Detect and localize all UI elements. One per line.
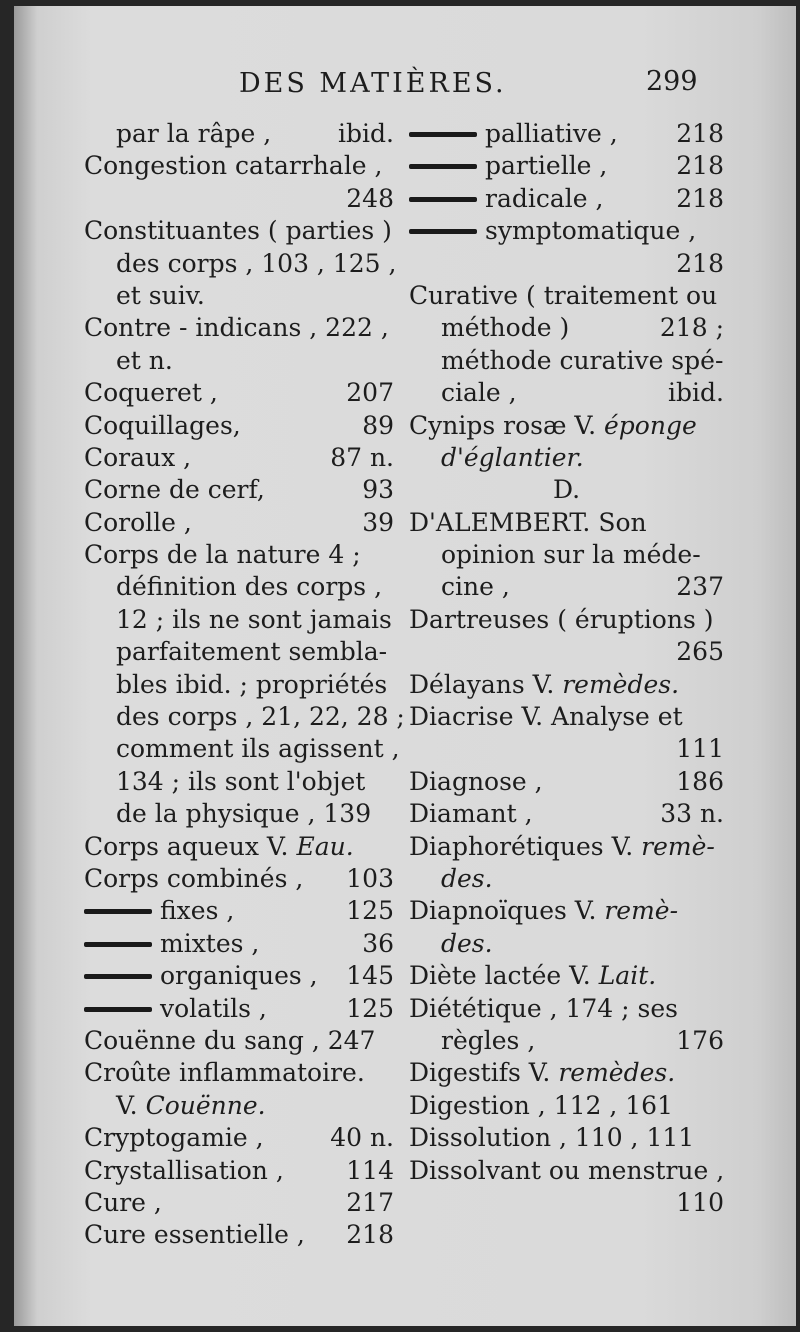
entry-term: Diapnoïques V. remè- — [409, 896, 679, 926]
index-entry — [409, 895, 724, 927]
index-entry — [84, 798, 394, 830]
entry-term: définition des corps , — [116, 572, 383, 602]
entry-reference: remè- — [633, 831, 715, 861]
index-entry — [84, 1090, 394, 1122]
entry-page: 111 — [676, 734, 724, 764]
entry-term: Dartreuses ( éruptions ) — [409, 604, 714, 634]
index-entry — [84, 831, 394, 863]
entry-term: Digestion , 112 , 161 — [409, 1090, 673, 1120]
index-entry — [409, 1155, 724, 1187]
entry-page: 218 — [676, 119, 724, 148]
index-entry — [84, 604, 394, 636]
entry-term: Curative ( traitement ou — [409, 280, 718, 310]
index-entry — [84, 571, 394, 603]
entry-term: Cure essentielle , — [84, 1220, 305, 1250]
entry-term — [441, 928, 493, 960]
entry-term: Coquillages, — [84, 410, 241, 440]
entry-term: des corps , 21, 22, 28 ; — [116, 702, 405, 732]
index-entry — [84, 766, 394, 798]
entry-term: parfaitement sembla- — [116, 637, 388, 667]
index-entry — [84, 1057, 394, 1089]
index-entry — [84, 636, 394, 668]
index-column-left — [84, 118, 405, 1252]
entry-reference: d'églantier. — [441, 442, 584, 472]
index-entry — [84, 507, 394, 539]
entry-term: Corps de la nature 4 ; — [84, 540, 361, 570]
page-number: 299 — [646, 66, 698, 97]
entry-term: Congestion catarrhale , — [84, 151, 383, 181]
ditto-dash — [409, 197, 477, 202]
entry-term: Diagnose , — [409, 766, 543, 796]
index-entry — [409, 442, 724, 474]
index-entry — [84, 1155, 394, 1187]
entry-reference: Lait. — [590, 961, 657, 991]
index-entry — [409, 1025, 724, 1057]
index-entry — [84, 669, 394, 701]
index-entry — [409, 928, 724, 960]
index-entry — [409, 1090, 724, 1122]
entry-term: Croûte inflammatoire. — [84, 1058, 365, 1088]
index-entry — [84, 215, 394, 247]
entry-term: Corne de cerf, — [84, 475, 265, 505]
index-entry — [84, 474, 394, 506]
index-entry — [84, 863, 394, 895]
index-entry — [409, 669, 724, 701]
entry-term: règles , — [441, 1025, 536, 1055]
entry-term: cine , — [441, 572, 510, 602]
entry-term: symptomatique , — [485, 216, 697, 246]
entry-term: Diamant , — [409, 799, 533, 829]
index-entry — [409, 539, 724, 571]
index-entry — [409, 993, 724, 1025]
entry-term: Diaphorétiques V. remè- — [409, 831, 715, 861]
index-entry — [84, 280, 394, 312]
index-entry — [84, 539, 394, 571]
entry-page: 87 n. — [330, 442, 394, 472]
entry-term: Cure , — [84, 1187, 162, 1217]
entry-term: V. Couënne. — [116, 1090, 266, 1120]
entry-term: Crystallisation , — [84, 1155, 284, 1185]
entry-term: Diète lactée V. Lait. — [409, 961, 657, 991]
entry-term: bles ibid. ; propriétés — [116, 669, 388, 699]
entry-page: 103 — [346, 863, 394, 893]
entry-term: comment ils agissent , — [116, 734, 400, 764]
index-entry — [409, 1057, 724, 1089]
index-entry — [84, 150, 394, 182]
entry-term: Corps aqueux V. Eau. — [84, 831, 354, 861]
entry-term: Couënne du sang , 247 — [84, 1025, 376, 1055]
entry-reference: des. — [441, 928, 493, 958]
entry-term: radicale , — [485, 183, 604, 213]
entry-page: 114 — [346, 1155, 394, 1185]
entry-term: partielle , — [485, 151, 608, 181]
index-column-right — [409, 118, 724, 1219]
entry-term: Dissolvant ou menstrue , — [409, 1155, 725, 1185]
index-entry — [84, 1025, 394, 1057]
entry-term: méthode curative spé- — [441, 345, 724, 375]
index-entry — [84, 410, 394, 442]
index-entry — [84, 345, 394, 377]
running-header — [14, 64, 796, 104]
running-title: DES MATIÈRES. — [239, 68, 507, 99]
entry-page: 217 — [346, 1187, 394, 1217]
entry-term: et n. — [116, 345, 173, 375]
entry-page: 36 — [362, 928, 394, 958]
index-entry — [84, 1122, 394, 1154]
entry-term — [441, 442, 584, 474]
entry-reference: remè- — [596, 896, 679, 926]
entry-page: 93 — [362, 475, 394, 505]
entry-reference: remèdes. — [550, 1058, 676, 1088]
entry-page: 237 — [676, 572, 724, 602]
index-entry — [409, 960, 724, 992]
index-entry — [84, 442, 394, 474]
index-entry — [409, 118, 724, 150]
entry-reference: Eau. — [288, 831, 354, 861]
ditto-dash — [409, 164, 477, 169]
entry-term: Diététique , 174 ; ses — [409, 993, 678, 1023]
entry-term: Dissolution , 110 , 111 — [409, 1123, 695, 1153]
index-entry — [84, 733, 400, 765]
entry-term: palliative , — [485, 119, 618, 148]
index-entry — [409, 863, 724, 895]
book-page — [14, 6, 796, 1326]
index-entry — [409, 766, 724, 798]
ditto-dash — [409, 229, 477, 234]
entry-reference: Couënne. — [137, 1090, 266, 1120]
entry-term: mixtes , — [160, 928, 260, 958]
entry-term: par la râpe , — [116, 119, 272, 148]
entry-term: Corps combinés , — [84, 863, 304, 893]
entry-term: volatils , — [160, 993, 267, 1023]
ditto-dash — [84, 1007, 152, 1012]
index-entry — [409, 312, 724, 344]
entry-page: 176 — [676, 1025, 724, 1055]
entry-term — [441, 863, 493, 895]
entry-page: 186 — [676, 766, 724, 796]
entry-page: 207 — [346, 378, 394, 408]
index-entry — [409, 507, 724, 539]
index-entry — [409, 410, 724, 442]
index-entry — [409, 571, 724, 603]
entry-term: ciale , — [441, 378, 517, 408]
entry-term: Constituantes ( parties ) — [84, 216, 392, 246]
index-entry — [409, 701, 724, 733]
index-entry — [84, 993, 394, 1025]
index-entry — [409, 1187, 724, 1219]
index-entry — [409, 604, 724, 636]
index-entry — [84, 1187, 394, 1219]
index-entry — [409, 733, 724, 765]
index-entry — [409, 183, 724, 215]
entry-term: Coqueret , — [84, 378, 218, 408]
entry-term: de la physique , 139 — [116, 799, 372, 829]
entry-term: opinion sur la méde- — [441, 540, 701, 570]
index-entry — [409, 248, 724, 280]
entry-page: 218 — [676, 151, 724, 181]
entry-page: 110 — [676, 1187, 724, 1217]
entry-page: 248 — [346, 183, 394, 213]
entry-term: D'ALEMBERT. Son — [409, 507, 647, 537]
entry-term: méthode ) — [441, 313, 570, 343]
index-entry — [409, 636, 724, 668]
entry-term: Contre - indicans , 222 , — [84, 313, 389, 343]
entry-term: Corolle , — [84, 507, 192, 537]
entry-page: 218 — [676, 183, 724, 213]
index-entry — [84, 960, 394, 992]
index-entry — [409, 1122, 724, 1154]
ditto-dash — [84, 942, 152, 947]
entry-term: Cynips rosæ V. éponge — [409, 410, 697, 440]
index-entry — [84, 377, 394, 409]
entry-term: Délayans V. remèdes. — [409, 669, 680, 699]
entry-page: 265 — [676, 637, 724, 667]
entry-page: 125 — [346, 993, 394, 1023]
entry-term: fixes , — [160, 896, 235, 926]
index-entry — [84, 248, 397, 280]
entry-page: ibid. — [668, 378, 724, 408]
index-entry — [84, 928, 394, 960]
index-entry — [409, 280, 724, 312]
entry-reference: éponge — [596, 410, 697, 440]
index-entry — [84, 183, 394, 215]
index-entry — [409, 798, 724, 830]
entry-page: 125 — [346, 896, 394, 926]
entry-reference: remèdes. — [554, 669, 680, 699]
entry-term: organiques , — [160, 961, 318, 991]
entry-term: 134 ; ils sont l'objet — [116, 766, 366, 796]
entry-page: 39 — [362, 507, 394, 537]
entry-term: des corps , 103 , 125 , — [116, 248, 397, 278]
entry-page: 145 — [346, 961, 394, 991]
entry-page: 218 ; — [659, 313, 724, 343]
ditto-dash — [409, 132, 477, 137]
entry-page: ibid. — [338, 119, 394, 148]
entry-page: 89 — [362, 410, 394, 440]
entry-reference: des. — [441, 863, 493, 893]
ditto-dash — [84, 974, 152, 979]
entry-page: 40 n. — [330, 1123, 394, 1153]
index-entry — [409, 377, 724, 409]
index-entry — [84, 895, 394, 927]
section-letter: D. — [552, 475, 581, 505]
entry-page: 33 n. — [660, 799, 724, 829]
entry-term: Digestifs V. remèdes. — [409, 1058, 676, 1088]
entry-page: 218 — [346, 1220, 394, 1250]
entry-term: Coraux , — [84, 442, 192, 472]
entry-page: 218 — [676, 248, 724, 278]
index-entry — [84, 118, 394, 150]
index-entry — [409, 345, 724, 377]
index-entry — [84, 1219, 394, 1251]
entry-term: Diacrise V. Analyse et — [409, 702, 683, 732]
index-entry — [409, 150, 724, 182]
entry-term: et suiv. — [116, 280, 205, 310]
index-entry — [409, 215, 724, 247]
index-entry — [409, 831, 724, 863]
index-entry — [409, 474, 724, 506]
index-entry — [84, 701, 405, 733]
entry-term: 12 ; ils ne sont jamais — [116, 604, 392, 634]
entry-term: Cryptogamie , — [84, 1123, 264, 1153]
ditto-dash — [84, 909, 152, 914]
index-entry — [84, 312, 394, 344]
